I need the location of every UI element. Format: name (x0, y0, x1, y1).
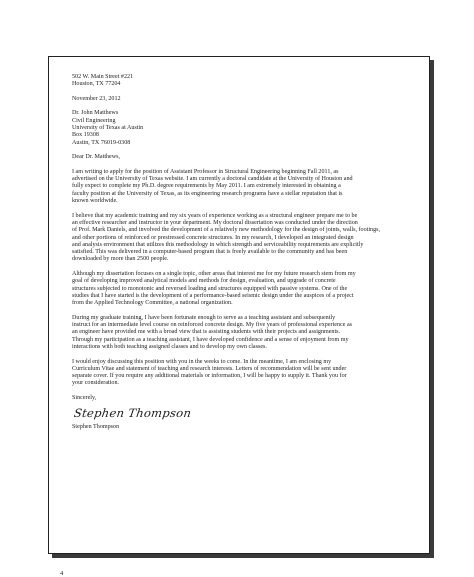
salutation: Dear Dr. Matthews, (72, 154, 121, 161)
paragraph-line: interactions with both teaching assigned classes and to develop my own classes. (72, 343, 267, 350)
paragraph (72, 315, 412, 351)
paragraph-line: your consideration. (72, 380, 120, 387)
letter-date: November 23, 2012 (72, 95, 121, 102)
recipient-address (72, 110, 412, 146)
paragraph-line: advertised on the University of Texas website. I am currently a doctoral candidate at the University of Houston and (72, 176, 353, 183)
recipient-line: Austin, TX 76019-0308 (72, 139, 131, 146)
paragraph-line: I am writing to apply for the position of Assistant Professor in Structural Engineering beginning Fall 2011, as (72, 168, 339, 175)
letter-page (48, 56, 430, 554)
paragraph-line: structures subjected to monotonic and reversed loading and structures equipped with passive systems. One of the (72, 285, 348, 292)
sender-address-line: 502 W. Main Street #221 (72, 74, 134, 80)
paragraph-line: Although my dissertation focuses on a single topic, other areas that interest me for my future research stem from my (72, 271, 356, 278)
paragraph-line: During my graduate training, I have been fortunate enough to serve as a teaching assistant and subsequently (72, 314, 336, 321)
paragraph-line: instruct for an intermediate level course on reinforced concrete design. My five years of professional experience as (72, 322, 353, 329)
recipient-line: Civil Engineering (72, 117, 116, 124)
closing: Sincerely, (72, 395, 97, 402)
sender-address (72, 74, 412, 89)
page-number: 4 (60, 570, 64, 577)
paragraph-line: from the Applied Technology Committee, a national organization. (72, 300, 233, 307)
paragraph-line: and other portions of reinforced or prestressed concrete structures. In my research, I developed an integrated design (72, 234, 354, 241)
paragraph (72, 359, 412, 388)
paragraph (72, 213, 412, 264)
recipient-line: University of Texas at Austin (72, 125, 144, 132)
paragraph-line: downloaded by more than 2500 people. (72, 256, 169, 263)
paragraph-line: faculty position at the University of Texas, as its engineering research programs have a stellar reputation that is (72, 190, 343, 197)
sender-address-line: Houston, TX 77204 (72, 81, 121, 88)
paragraph-line: of Prof. Mark Daniels, and involved the development of a relatively new methodology for the design of joints, walls, footings, (72, 227, 381, 234)
paragraph-line: Curriculum Vitae and statement of teaching and research interests. Letters of recommendation will be sent under (72, 365, 347, 372)
paragraph-line: Through my participation as a teaching assistant, I have developed confidence and a sense of enjoyment from my (72, 336, 349, 343)
printed-name: Stephen Thompson (72, 424, 120, 431)
paragraph-line: studies that I have started is the development of a performance-based seismic design under the auspices of a project (72, 292, 354, 299)
paragraph-line: separate cover. If you require any additional materials or information, I will be happy to supply it. Thank you for (72, 373, 347, 380)
recipient-line: Dr. John Matthews (72, 110, 119, 117)
paragraph-line: fully expect to complete my Ph.D. degree requirements by May 2011. I am extremely interested in obtaining a (72, 183, 341, 190)
recipient-line: Box 19308 (72, 132, 99, 139)
paragraph-line: and analysis environment that utilizes this methodology in which strength and serviceability requirements are explicitly (72, 241, 364, 248)
handwritten-signature: Stephen Thompson (73, 406, 193, 421)
paragraph-line: I would enjoy discussing this position with you in the weeks to come. In the meantime, I am enclosing my (72, 358, 332, 365)
letter-body (72, 74, 412, 432)
paragraph-line: an effective researcher and instructor in your department. My doctoral dissertation was conducted under the direction (72, 219, 358, 226)
paragraph-line: satisfied. This was delivered in a computer-based program that is freely available to the community and has been (72, 249, 348, 256)
paragraph (72, 169, 412, 205)
paragraph-line: known worldwide. (72, 198, 118, 205)
paragraph-line: I believe that my academic training and my six years of experience working as a structural engineer prepare me to be (72, 212, 358, 219)
paragraph (72, 271, 412, 307)
paragraph-line: an engineer have provided me with a broad view that is assisting students with their projects and assignments. (72, 329, 341, 336)
paragraph-line: goal of developing improved analytical models and methods for design, evaluation, and upgrade of concrete (72, 278, 336, 285)
